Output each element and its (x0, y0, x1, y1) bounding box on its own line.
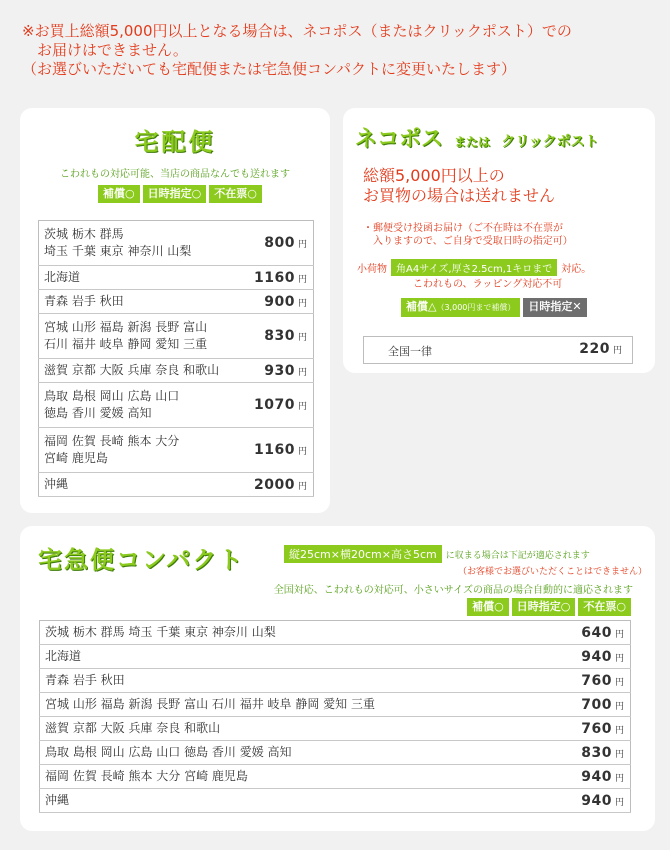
price-value: 830 (581, 744, 612, 761)
table-row (40, 621, 631, 645)
compact-card (20, 526, 655, 831)
table-row (40, 693, 631, 717)
price-cell (541, 693, 631, 717)
yen-unit: 円 (297, 298, 307, 309)
region-cell (39, 290, 236, 314)
price-value: 1070 (254, 397, 295, 413)
nekopos-size-badge: 角A4サイズ,厚さ2.5cm,1キロまで (391, 259, 557, 276)
region-line: 石川 福井 岐阜 静岡 愛知 三重 (44, 337, 208, 351)
price-cell (236, 428, 314, 473)
table-row (40, 717, 631, 741)
nekopos-size-prefix: 小荷物 (357, 264, 387, 275)
takuhai-title: 宅配便 (134, 128, 216, 156)
price-cell (236, 383, 314, 428)
tag-hosho: 補償○ (467, 598, 509, 616)
price-cell (236, 314, 314, 359)
price-cell (541, 621, 631, 645)
region-cell: 青森 岩手 秋田 (40, 669, 541, 693)
price-cell (236, 221, 314, 266)
tag-date-spec-no: 日時指定✕ (523, 298, 586, 317)
takuhai-card (20, 108, 330, 513)
takuhai-rate-table (38, 220, 314, 497)
price-value: 940 (581, 768, 612, 785)
yen-unit: 円 (297, 240, 307, 250)
price-value: 800 (264, 235, 295, 251)
yen-unit: 円 (614, 773, 624, 784)
region-cell (39, 383, 236, 428)
nekopos-title-or: または (454, 135, 491, 149)
nekopos-size-row (357, 259, 591, 276)
compact-size-row (284, 545, 590, 563)
price-value: 930 (264, 362, 295, 379)
nekopos-title-click: クリックポスト (501, 134, 599, 150)
nekopos-title (355, 122, 599, 153)
price-cell (236, 473, 314, 497)
region-line: 茨城 栃木 群馬 (44, 227, 124, 241)
compact-tags (467, 598, 631, 616)
table-row (39, 383, 314, 428)
price-value: 900 (264, 293, 295, 310)
yen-unit: 円 (297, 367, 307, 378)
tag-hosho-partial-note: （3,000円まで補償） (436, 303, 516, 312)
table-row (39, 428, 314, 473)
yen-unit: 円 (614, 629, 624, 640)
nekopos-note-line-1: ・郵便受け投函お届け（ご不在時は不在票が (363, 223, 563, 234)
yen-unit: 円 (614, 749, 624, 760)
price-cell (541, 669, 631, 693)
nekopos-fragile-note: こわれもの、ラッピング対応不可 (413, 279, 563, 290)
price-value: 1160 (254, 269, 295, 286)
region-line: 埼玉 千葉 東京 神奈川 山梨 (44, 244, 192, 258)
price-cell (541, 765, 631, 789)
nekopos-restriction-line-2: お買物の場合は送れません (363, 186, 556, 205)
notice-line-3: （お選びいただいても宅配便または宅急便コンパクトに変更いたします） (22, 60, 516, 78)
yen-unit: 円 (297, 402, 307, 412)
price-cell (541, 789, 631, 813)
price-value: 830 (264, 328, 295, 344)
table-row (39, 290, 314, 314)
table-row (40, 669, 631, 693)
yen-unit: 円 (297, 333, 307, 343)
region-cell: 鳥取 島根 岡山 広島 山口 徳島 香川 愛媛 高知 (40, 741, 541, 765)
table-row (40, 789, 631, 813)
yen-unit: 円 (614, 653, 624, 664)
region-line: 福岡 佐賀 長崎 熊本 大分 (44, 434, 180, 448)
price-value: 2000 (254, 476, 295, 493)
yen-unit: 円 (614, 797, 624, 808)
region-line: 宮崎 鹿児島 (44, 451, 108, 465)
price-cell (541, 717, 631, 741)
compact-title: 宅急便コンパクト (38, 546, 245, 574)
takuhai-tags (98, 185, 262, 203)
nekopos-rate-box (363, 336, 633, 364)
price-cell (236, 359, 314, 383)
tag-absence-slip: 不在票○ (209, 185, 262, 203)
region-line: 青森 岩手 秋田 (44, 294, 124, 308)
shipping-notice (22, 22, 662, 79)
nekopos-price (579, 341, 622, 357)
price-cell (236, 290, 314, 314)
yen-unit: 円 (614, 725, 624, 736)
region-line: 鳥取 島根 岡山 広島 山口 (44, 389, 180, 403)
tag-hosho-partial (401, 298, 520, 317)
region-cell (39, 428, 236, 473)
region-cell (39, 266, 236, 290)
region-line: 徳島 香川 愛媛 高知 (44, 406, 152, 420)
table-row (39, 473, 314, 497)
price-cell (236, 266, 314, 290)
notice-line-2: お届けはできません。 (22, 41, 188, 59)
nekopos-size-suffix: 対応。 (561, 264, 592, 275)
region-cell: 茨城 栃木 群馬 埼玉 千葉 東京 神奈川 山梨 (40, 621, 541, 645)
nekopos-price-value: 220 (579, 341, 610, 357)
region-cell: 宮城 山形 福島 新潟 長野 富山 石川 福井 岐阜 静岡 愛知 三重 (40, 693, 541, 717)
price-cell (541, 645, 631, 669)
table-row (39, 266, 314, 290)
region-cell (39, 314, 236, 359)
compact-subtitle: 全国対応、こわれもの対応可、小さいサイズの商品の場合自動的に適応されます (273, 585, 633, 596)
price-value: 940 (581, 792, 612, 809)
nekopos-region: 全国一律 (388, 345, 432, 358)
nekopos-note-line-2: 入りますので、ご自身で受取日時の指定可） (373, 236, 573, 247)
yen-unit: 円 (614, 677, 624, 688)
table-row (39, 221, 314, 266)
nekopos-restriction (363, 166, 555, 206)
nekopos-price-yen: 円 (612, 346, 622, 356)
region-cell: 福岡 佐賀 長崎 熊本 大分 宮崎 鹿児島 (40, 765, 541, 789)
price-value: 760 (581, 672, 612, 689)
price-cell (541, 741, 631, 765)
price-value: 640 (581, 624, 612, 641)
compact-rate-table (39, 620, 631, 813)
tag-hosho: 補償○ (98, 185, 140, 203)
region-cell: 沖縄 (40, 789, 541, 813)
table-row (40, 741, 631, 765)
region-cell: 北海道 (40, 645, 541, 669)
tag-date-spec: 日時指定○ (512, 598, 576, 616)
region-cell (39, 221, 236, 266)
tag-date-spec: 日時指定○ (143, 185, 207, 203)
nekopos-restriction-line-1: 総額5,000円以上の (363, 166, 505, 185)
compact-size-note: に収まる場合は下記が適応されます (445, 550, 590, 561)
region-line: 滋賀 京都 大阪 兵庫 奈良 和歌山 (44, 363, 220, 377)
takuhai-subtitle: こわれもの対応可能、当店の商品なんでも送れます (60, 169, 290, 180)
compact-red-note: （お客様でお選びいただくことはできません） (457, 567, 647, 577)
price-value: 700 (581, 696, 612, 713)
nekopos-card (343, 108, 655, 373)
nekopos-tags (401, 298, 587, 317)
region-line: 沖縄 (44, 477, 69, 491)
table-row (39, 359, 314, 383)
tag-absence-slip: 不在票○ (578, 598, 631, 616)
yen-unit: 円 (297, 274, 307, 285)
region-line: 宮城 山形 福島 新潟 長野 富山 (44, 320, 208, 334)
yen-unit: 円 (614, 701, 624, 712)
compact-size-badge: 縦25cm×横20cm×高さ5cm (284, 545, 442, 563)
price-value: 760 (581, 720, 612, 737)
region-line: 北海道 (44, 270, 81, 284)
price-value: 940 (581, 648, 612, 665)
notice-line-1: ※お買上総額5,000円以上となる場合は、ネコポス（またはクリックポスト）での (22, 22, 572, 40)
table-row (39, 314, 314, 359)
tag-hosho-partial-label: 補償△ (406, 300, 437, 313)
yen-unit: 円 (297, 481, 307, 492)
region-cell: 滋賀 京都 大阪 兵庫 奈良 和歌山 (40, 717, 541, 741)
table-row (40, 645, 631, 669)
region-cell (39, 359, 236, 383)
table-row (40, 765, 631, 789)
yen-unit: 円 (297, 447, 307, 457)
region-cell (39, 473, 236, 497)
nekopos-title-main: ネコポス (355, 127, 444, 152)
price-value: 1160 (254, 442, 295, 458)
nekopos-delivery-note (363, 222, 573, 248)
